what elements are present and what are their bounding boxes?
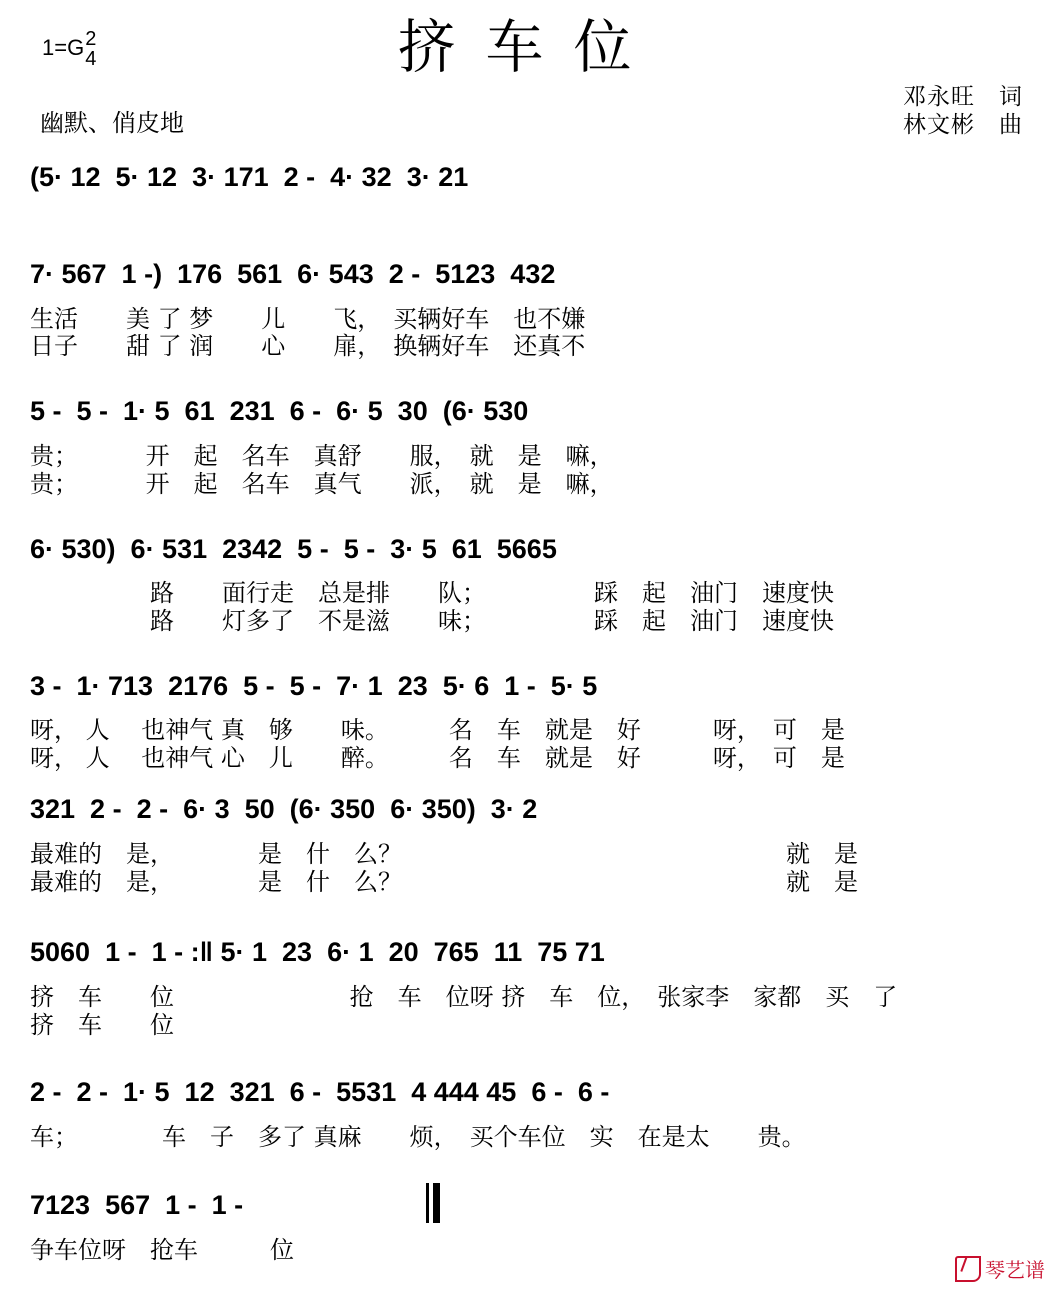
key-signature <box>42 28 96 69</box>
notes-8: 2 - 2 - 1· 5 12 321 6 - 5531 4 444 45 6 - 6 - <box>30 1077 610 1107</box>
notes-1: (5· 12 5· 12 3· 171 2 - 4· 32 3· 21 <box>30 162 469 192</box>
tempo-marking: 幽默、俏皮地 <box>40 109 184 137</box>
site-watermark <box>955 1254 1045 1283</box>
notation-line-1 <box>30 155 1030 199</box>
lyric-line-2a: 生活 美 了 梦 儿 飞， 买辆好车 也不嫌 <box>30 305 586 333</box>
notes-2: 7· 567 1 -) 176 561 6· 543 2 - 5123 432 <box>30 259 556 289</box>
lyric-line-9a: 争车位呀 抢车 位 <box>30 1236 294 1264</box>
notation-line-7 <box>30 930 1030 974</box>
notes-9: 7123 567 1 - 1 - <box>30 1190 244 1220</box>
notation-line-5 <box>30 664 1030 708</box>
time-bottom: 4 <box>85 48 97 71</box>
lyricist-credit: 邓永旺 词 <box>903 84 1023 110</box>
lyric-line-4a: 路 面行走 总是排 队； 踩 起 油门 速度快 <box>30 579 834 607</box>
final-barline-thick <box>433 1183 440 1223</box>
logo-icon <box>955 1256 981 1282</box>
lyric-line-6b: 最难的 是， 是 什 么？ 就 是 <box>30 868 858 896</box>
lyric-line-4b: 路 灯多了 不是滋 味； 踩 起 油门 速度快 <box>30 607 834 635</box>
notation-line-9 <box>30 1183 1030 1227</box>
final-barline-thin <box>426 1183 429 1223</box>
lyric-line-5a: 呀， 人 也神气 真 够 味。 名 车 就是 好 呀， 可 是 <box>30 716 845 744</box>
watermark-text: 琴艺谱 <box>985 1258 1045 1282</box>
key-prefix: 1=G <box>42 35 85 60</box>
lyric-line-2b: 日子 甜 了 润 心 扉， 换辆好车 还真不 <box>30 332 586 360</box>
time-top: 2 <box>85 28 97 51</box>
lyric-line-3b: 贵； 开 起 名车 真气 派， 就 是 嘛， <box>30 470 614 498</box>
notation-line-4 <box>30 527 1030 571</box>
notes-4: 6· 530) 6· 531 2342 5 - 5 - 3· 5 61 5665 <box>30 534 557 564</box>
notes-3: 5 - 5 - 1· 5 61 231 6 - 6· 5 30 (6· 530 <box>30 396 529 426</box>
lyric-line-3a: 贵； 开 起 名车 真舒 服， 就 是 嘛， <box>30 442 614 470</box>
lyric-line-7a: 挤 车 位 抢 车 位呀 挤 车 位， 张家李 家都 买 了 <box>30 983 898 1011</box>
notes-7: 5060 1 - 1 - :‖ 5· 1 23 6· 1 20 765 11 75 71 <box>30 937 605 967</box>
notation-line-8 <box>30 1070 1030 1114</box>
lyric-line-5b: 呀， 人 也神气 心 儿 醉。 名 车 就是 好 呀， 可 是 <box>30 744 845 772</box>
lyric-line-6a: 最难的 是， 是 什 么？ 就 是 <box>30 840 858 868</box>
composer-credit: 林文彬 曲 <box>903 112 1023 138</box>
notation-line-3 <box>30 389 1030 433</box>
notes-5: 3 - 1· 713 2176 5 - 5 - 7· 1 23 5· 6 1 - 5· 5 <box>30 671 598 701</box>
time-signature <box>85 29 96 69</box>
notation-line-2 <box>30 252 1030 296</box>
lyric-line-7b: 挤 车 位 <box>30 1011 174 1039</box>
notes-6: 321 2 - 2 - 6· 3 50 (6· 350 6· 350) 3· 2 <box>30 794 538 824</box>
lyric-line-8a: 车； 车 子 多了 真麻 烦， 买个车位 实 在是太 贵。 <box>30 1123 806 1151</box>
song-title: 挤车位 <box>397 13 662 81</box>
notation-line-6 <box>30 787 1030 831</box>
